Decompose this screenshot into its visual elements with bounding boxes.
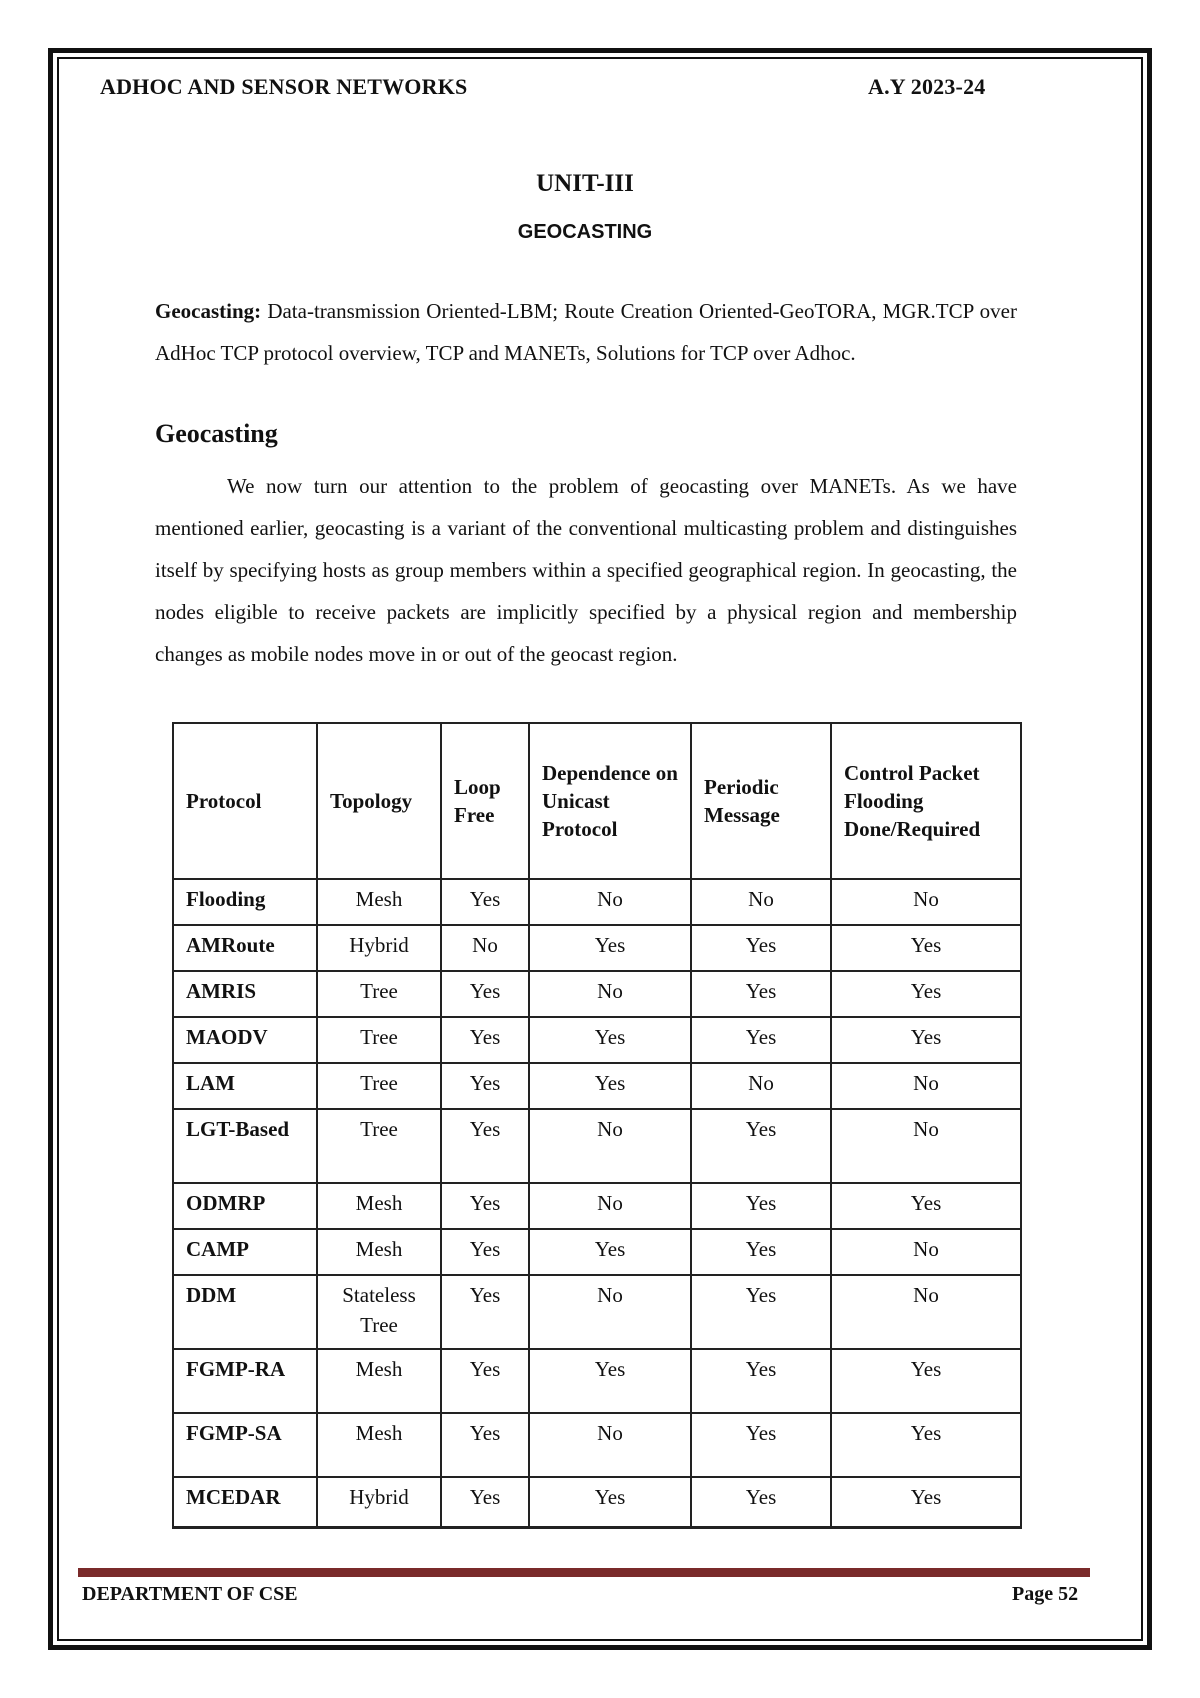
table-cell: Yes (691, 1413, 831, 1477)
table-cell: Yes (441, 879, 529, 925)
protocol-name-cell: LAM (173, 1063, 317, 1109)
header-periodic-message: Periodic Message (691, 723, 831, 879)
table-row (173, 1275, 1021, 1349)
table-cell: No (831, 1109, 1021, 1183)
section-heading: Geocasting (155, 419, 278, 448)
protocol-name-cell: LGT-Based (173, 1109, 317, 1183)
protocol-name-cell: AMRIS (173, 971, 317, 1017)
syllabus-text: Data-transmission Oriented-LBM; Route Creation Oriented-GeoTORA, MGR.TCP over AdHoc TCP protocol overview, TCP and MANETs, Solutions for TCP over Adhoc. (155, 299, 1017, 365)
table-cell: Yes (441, 1477, 529, 1528)
protocol-name-cell: FGMP-RA (173, 1349, 317, 1413)
table-cell: Mesh (317, 1229, 441, 1275)
table-row (173, 1413, 1021, 1477)
table-cell: Yes (691, 971, 831, 1017)
table-cell: Yes (831, 1183, 1021, 1229)
table-cell: No (831, 1063, 1021, 1109)
table-cell: Yes (691, 1477, 831, 1528)
protocol-name-cell: FGMP-SA (173, 1413, 317, 1477)
table-cell: Yes (691, 1349, 831, 1413)
footer-page-number: Page 52 (1012, 1583, 1079, 1605)
protocol-name-cell: AMRoute (173, 925, 317, 971)
footer-department: DEPARTMENT OF CSE (82, 1583, 298, 1605)
table-header-row (173, 723, 1021, 879)
table-cell: Yes (529, 1477, 691, 1528)
table-cell: No (831, 879, 1021, 925)
table-cell: Yes (691, 925, 831, 971)
table-cell: Yes (441, 1109, 529, 1183)
table-cell: Yes (441, 1063, 529, 1109)
unit-subtitle: GEOCASTING (517, 221, 653, 243)
table-cell: No (529, 1413, 691, 1477)
table-row (173, 1109, 1021, 1183)
table-row (173, 971, 1021, 1017)
unit-title: UNIT-III (536, 170, 634, 197)
table-row (173, 1017, 1021, 1063)
table-row (173, 925, 1021, 971)
table-cell: No (529, 1183, 691, 1229)
protocol-name-cell: Flooding (173, 879, 317, 925)
table-cell: Yes (441, 1183, 529, 1229)
protocol-name-cell: MCEDAR (173, 1477, 317, 1528)
protocol-name-cell: ODMRP (173, 1183, 317, 1229)
table-cell: Mesh (317, 1349, 441, 1413)
header-course: ADHOC AND SENSOR NETWORKS (100, 74, 468, 99)
footer-bar (78, 1568, 1090, 1577)
table-cell: Yes (529, 1229, 691, 1275)
table-cell: Yes (831, 971, 1021, 1017)
table-cell: No (529, 1109, 691, 1183)
table-cell: Yes (529, 1349, 691, 1413)
table-cell: Yes (441, 971, 529, 1017)
table-cell: Yes (441, 1229, 529, 1275)
table-cell: No (529, 971, 691, 1017)
protocol-name-cell: DDM (173, 1275, 317, 1349)
syllabus-paragraph (155, 290, 1017, 374)
header-year: A.Y 2023-24 (868, 74, 986, 99)
syllabus-label: Geocasting: (155, 299, 262, 323)
table-row (173, 1229, 1021, 1275)
header-loop-free: Loop Free (441, 723, 529, 879)
header-dependence-unicast: Dependence on Unicast Protocol (529, 723, 691, 879)
table-cell: Yes (691, 1017, 831, 1063)
table-cell: Yes (691, 1275, 831, 1349)
table-cell: Tree (317, 971, 441, 1017)
table-cell: No (529, 879, 691, 925)
table-cell: Mesh (317, 1183, 441, 1229)
table-cell: Yes (529, 1017, 691, 1063)
body-paragraph: We now turn our attention to the problem of geocasting over MANETs. As we have mentioned earlier, geocasting is a variant of the conventional multicasting problem and distinguishes itself by specifying hosts as group members within a specified geographical region. In geocasting, the nodes eligible to receive packets are implicitly specified by a physical region and membership changes as mobile nodes move in or out of the geocast region. (155, 474, 1017, 666)
table-cell: Yes (529, 925, 691, 971)
table-cell: Yes (831, 1349, 1021, 1413)
table-cell: Yes (691, 1109, 831, 1183)
table-cell: Yes (441, 1017, 529, 1063)
header-control-packet-flooding: Control Packet Flooding Done/Required (831, 723, 1021, 879)
table-cell: No (529, 1275, 691, 1349)
protocol-name-cell: MAODV (173, 1017, 317, 1063)
table-cell: Yes (691, 1183, 831, 1229)
table-cell: Yes (691, 1229, 831, 1275)
table-cell: Tree (317, 1063, 441, 1109)
table-cell: Tree (317, 1109, 441, 1183)
table-cell: Mesh (317, 879, 441, 925)
table-cell: Yes (529, 1063, 691, 1109)
table-cell: Yes (441, 1413, 529, 1477)
table-body (173, 879, 1021, 1528)
table-cell: No (831, 1275, 1021, 1349)
table-cell: Yes (831, 1017, 1021, 1063)
table-cell: No (441, 925, 529, 971)
table-cell: Yes (441, 1275, 529, 1349)
table-cell: Stateless Tree (317, 1275, 441, 1349)
header-protocol: Protocol (173, 723, 317, 879)
table-row (173, 879, 1021, 925)
table-row (173, 1063, 1021, 1109)
table-cell: Tree (317, 1017, 441, 1063)
table-cell: Hybrid (317, 925, 441, 971)
protocol-comparison-table (172, 722, 1022, 1529)
table-cell: No (691, 879, 831, 925)
table-row (173, 1183, 1021, 1229)
table-cell: No (691, 1063, 831, 1109)
protocol-name-cell: CAMP (173, 1229, 317, 1275)
table-cell: Mesh (317, 1413, 441, 1477)
table-cell: Yes (441, 1349, 529, 1413)
table-row (173, 1477, 1021, 1528)
table-cell: No (831, 1229, 1021, 1275)
table-cell: Yes (831, 1413, 1021, 1477)
table-row (173, 1349, 1021, 1413)
table-cell: Yes (831, 1477, 1021, 1528)
table-cell: Hybrid (317, 1477, 441, 1528)
header-topology: Topology (317, 723, 441, 879)
table-cell: Yes (831, 925, 1021, 971)
